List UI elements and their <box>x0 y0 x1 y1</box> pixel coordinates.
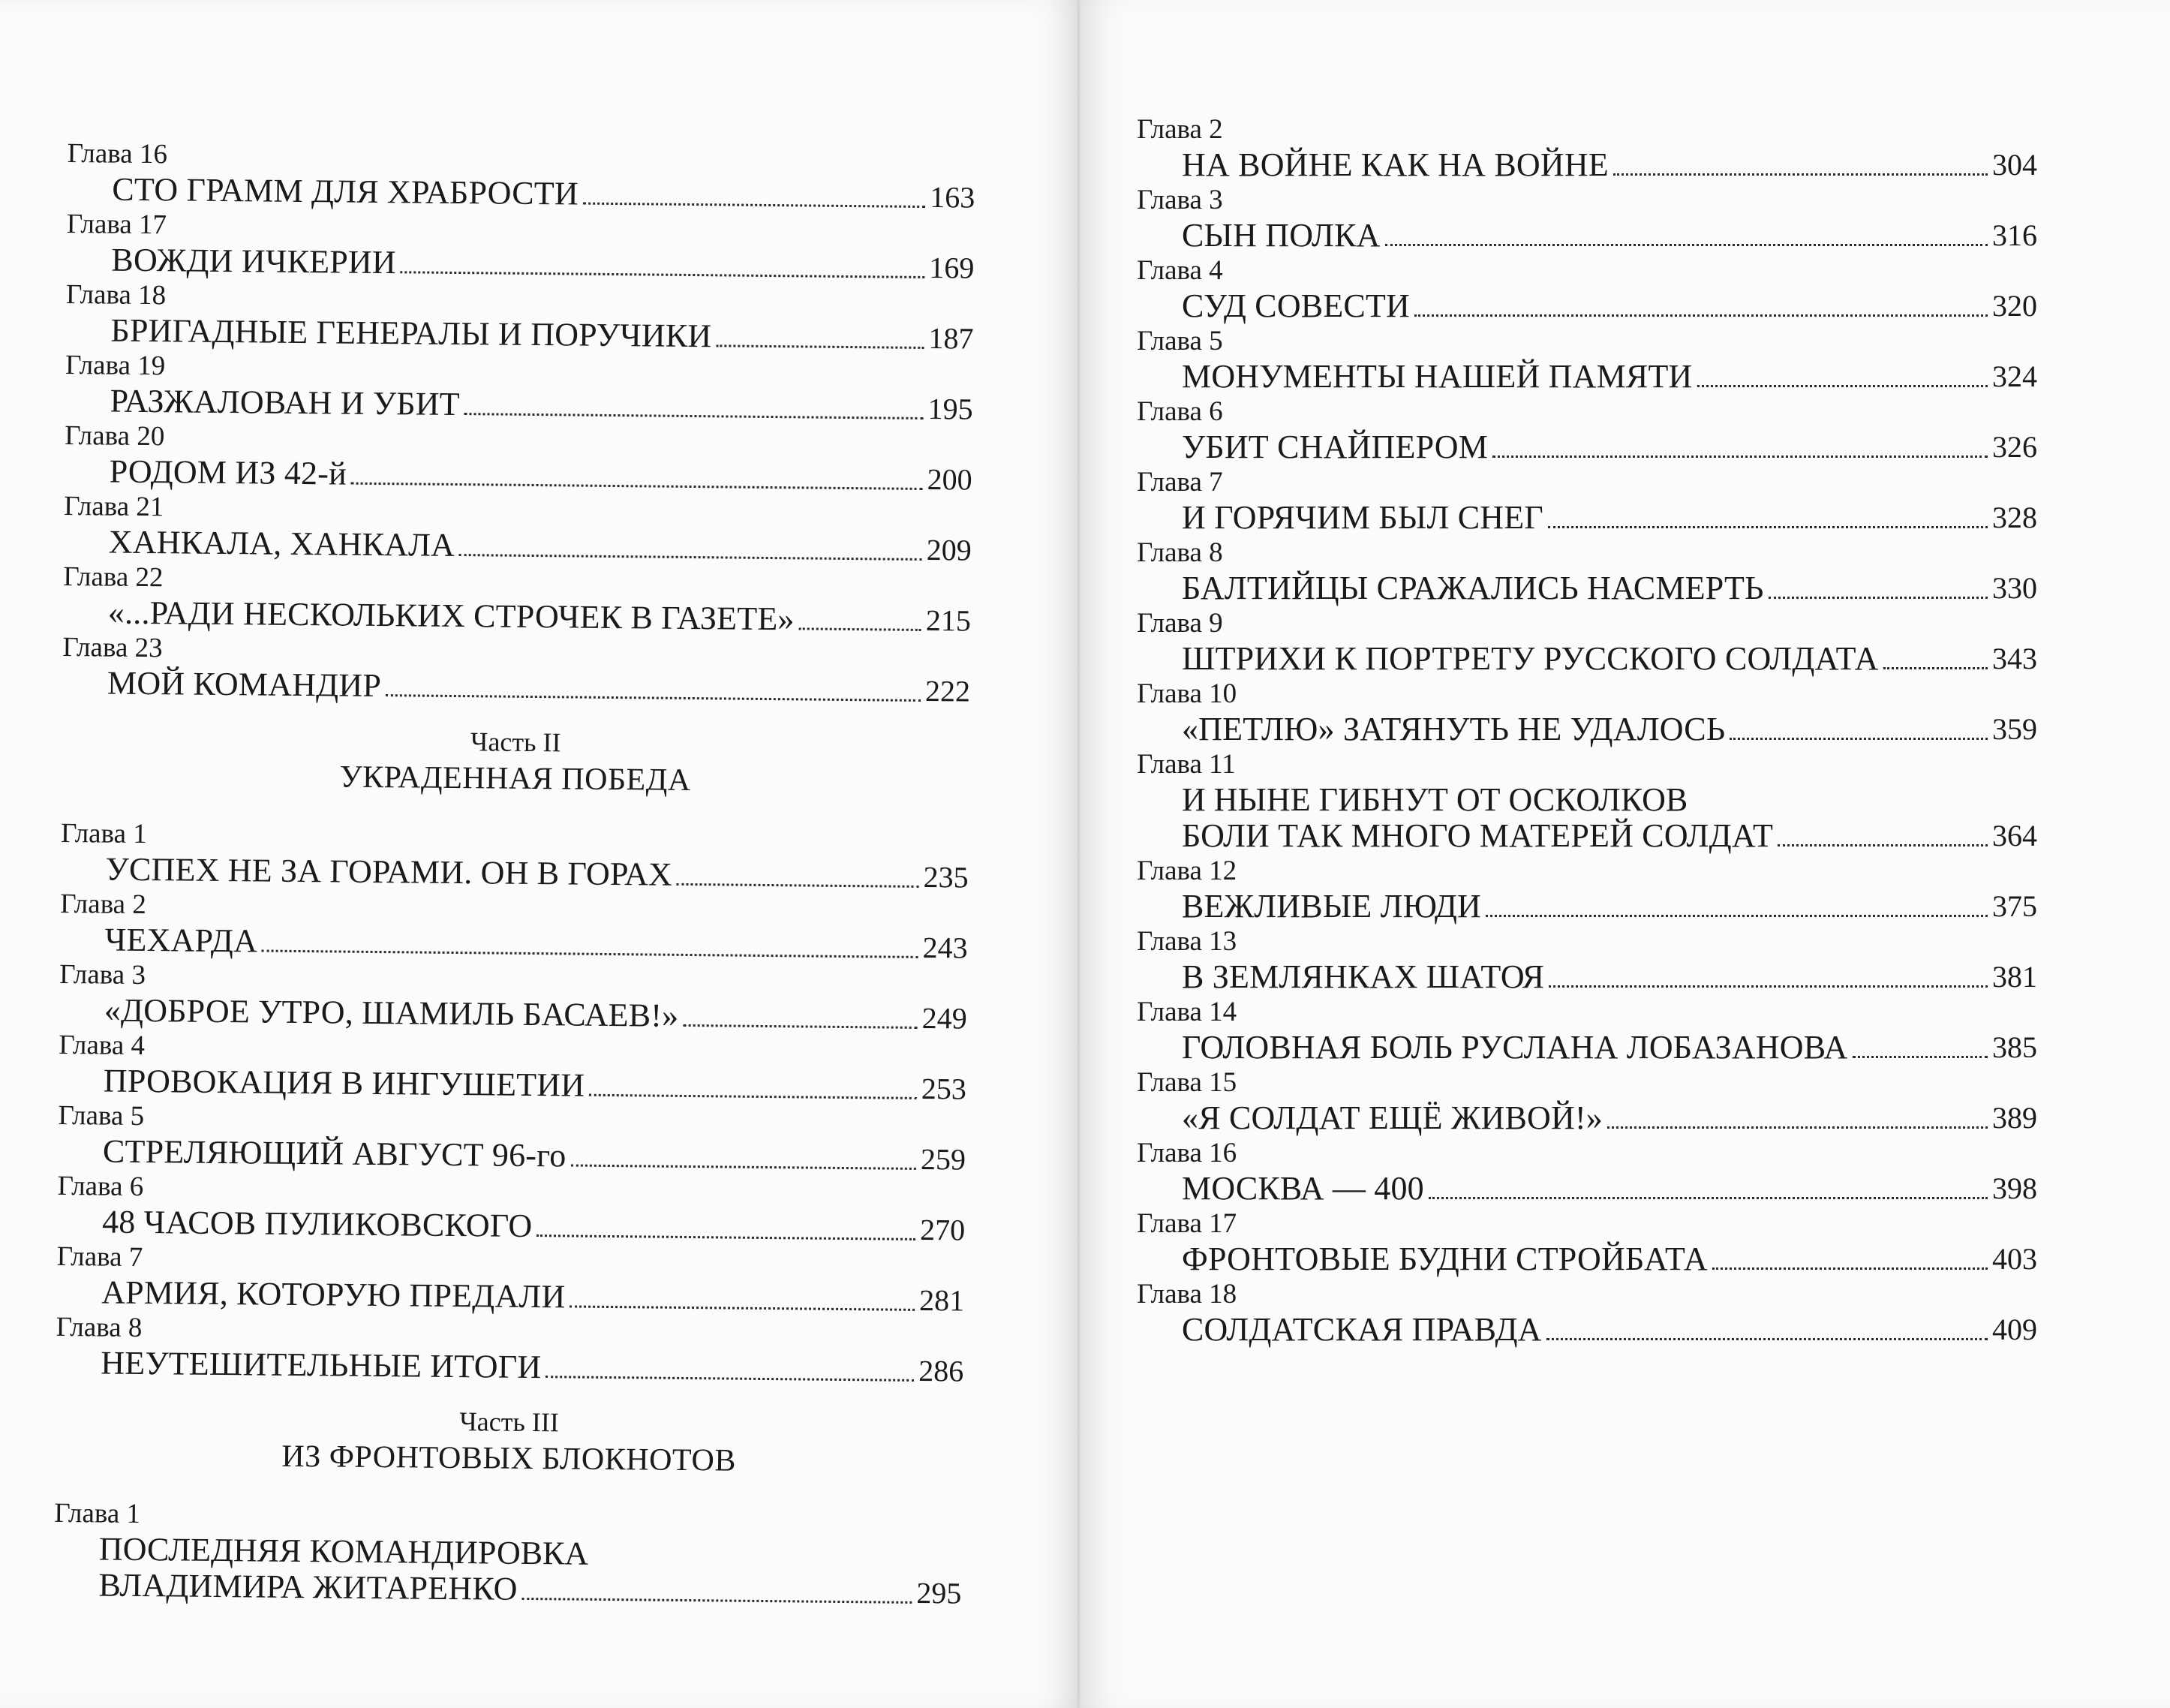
chapter-title: ВЛАДИМИРА ЖИТАРЕНКО <box>98 1566 518 1607</box>
dot-leader <box>1486 915 1988 917</box>
chapter-label: Глава 2 <box>1137 114 1223 145</box>
dot-leader <box>1546 1338 1988 1340</box>
toc-row <box>98 1567 961 1611</box>
toc-entry[interactable] <box>65 348 973 428</box>
left-page <box>0 0 1080 1708</box>
chapter-label: Глава 4 <box>59 1029 146 1062</box>
chapter-label: Глава 19 <box>65 349 166 382</box>
toc-entry[interactable] <box>56 1310 964 1390</box>
toc-entry[interactable] <box>1137 183 2037 254</box>
toc-row <box>1182 147 2037 183</box>
page-number: 385 <box>1992 1030 2037 1064</box>
chapter-label: Глава 18 <box>65 278 167 311</box>
page-number: 359 <box>1992 712 2037 746</box>
chapter-title: ПРОВОКАЦИЯ В ИНГУШЕТИИ <box>103 1062 585 1104</box>
chapter-label: Глава 8 <box>56 1311 143 1344</box>
dot-leader <box>1778 844 1988 846</box>
chapter-label: Глава 7 <box>1137 467 1223 498</box>
dot-leader <box>1712 1267 1988 1270</box>
dot-leader <box>262 950 918 958</box>
chapter-label: Глава 16 <box>67 137 168 170</box>
toc-entry[interactable] <box>1137 1207 2037 1277</box>
toc-entry[interactable] <box>58 1099 966 1178</box>
dot-leader <box>1769 597 1988 599</box>
chapter-title: НЕУТЕШИТЕЛЬНЫЕ ИТОГИ <box>101 1344 542 1386</box>
chapter-title: «ПЕТЛЮ» ЗАТЯНУТЬ НЕ УДАЛОСЬ <box>1182 711 1726 747</box>
toc-entry[interactable] <box>67 137 975 216</box>
toc-row <box>1182 711 2037 747</box>
dot-leader <box>1697 385 1988 387</box>
toc-entry[interactable] <box>1137 324 2037 395</box>
page-number: 398 <box>1992 1171 2037 1205</box>
page-number: 343 <box>1992 642 2037 675</box>
dot-leader <box>570 1305 915 1310</box>
part-heading <box>55 1400 963 1483</box>
page-number: 286 <box>918 1353 964 1388</box>
dot-leader <box>459 554 922 561</box>
part-title: ИЗ ФРОНТОВЫХ БЛОКНОТОВ <box>281 1439 737 1478</box>
page-number: 320 <box>1992 289 2037 323</box>
chapter-label: Глава 6 <box>57 1170 144 1203</box>
page-number: 364 <box>1992 819 2037 852</box>
dot-leader <box>1414 314 1988 317</box>
dot-leader <box>570 1164 916 1169</box>
toc-entry[interactable] <box>1137 747 2037 854</box>
page-number: 215 <box>925 603 972 638</box>
part-label: Часть III <box>459 1406 560 1438</box>
dot-leader <box>1883 667 1988 669</box>
dot-leader <box>583 203 925 208</box>
chapter-label: Глава 23 <box>62 631 163 664</box>
page-number: 389 <box>1992 1101 2037 1135</box>
chapter-title: ПОСЛЕДНЯЯ КОМАНДИРОВКА <box>98 1530 589 1572</box>
page-number: 195 <box>927 392 973 426</box>
toc-entry[interactable] <box>64 419 972 498</box>
dot-leader <box>716 344 924 349</box>
toc-entry[interactable] <box>1137 1066 2037 1136</box>
chapter-label: Глава 21 <box>64 490 164 523</box>
dot-leader <box>1607 1126 1988 1129</box>
toc-row <box>1182 288 2037 324</box>
toc-entry[interactable] <box>1137 113 2037 183</box>
chapter-label: Глава 1 <box>54 1497 141 1530</box>
chapter-label: Глава 5 <box>58 1099 145 1132</box>
page-number: 270 <box>919 1212 966 1247</box>
toc-row <box>1182 429 2037 465</box>
chapter-title: РОДОМ ИЗ 42-й <box>109 453 347 492</box>
chapter-label: Глава 22 <box>63 561 164 594</box>
page-number: 326 <box>1992 430 2037 464</box>
dot-leader <box>522 1598 912 1604</box>
page-number: 187 <box>928 321 974 356</box>
chapter-label: Глава 13 <box>1137 926 1237 957</box>
page-number: 328 <box>1992 501 2037 534</box>
part-heading <box>62 720 970 803</box>
dot-leader <box>1730 738 1988 740</box>
chapter-title: МОНУМЕНТЫ НАШЕЙ ПАМЯТИ <box>1182 358 1693 395</box>
chapter-label: Глава 15 <box>1137 1067 1237 1098</box>
page-number: 259 <box>920 1141 966 1177</box>
chapter-label: Глава 20 <box>64 419 165 453</box>
toc-row <box>107 666 970 710</box>
toc-row <box>1182 500 2037 536</box>
chapter-label: Глава 16 <box>1137 1138 1237 1168</box>
chapter-title: НА ВОЙНЕ КАК НА ВОЙНЕ <box>1182 146 1609 183</box>
chapter-label: Глава 10 <box>1137 678 1237 709</box>
toc-entry[interactable] <box>1137 395 2037 465</box>
chapter-label: Глава 17 <box>66 208 167 241</box>
chapter-title: МОСКВА — 400 <box>1182 1170 1424 1207</box>
chapter-label: Глава 14 <box>1137 997 1237 1027</box>
dot-leader <box>464 413 924 419</box>
toc-entry[interactable] <box>1137 606 2037 677</box>
chapter-title: В ЗЕМЛЯНКАХ ШАТОЯ <box>1182 958 1545 995</box>
toc-entry[interactable] <box>59 1028 967 1108</box>
dot-leader <box>1492 456 1988 458</box>
chapter-title: ХАНКАЛА, ХАНКАЛА <box>108 523 455 564</box>
toc-entry[interactable] <box>56 1240 965 1319</box>
chapter-title: РАЗЖАЛОВАН И УБИТ <box>110 382 461 423</box>
chapter-label: Глава 12 <box>1137 856 1237 886</box>
dot-leader <box>589 1094 917 1099</box>
dot-leader <box>1385 244 1988 246</box>
toc-row <box>1182 218 2037 254</box>
toc-row <box>1182 1312 2037 1348</box>
page-number: 235 <box>923 859 969 895</box>
toc-row <box>1182 818 2037 854</box>
chapter-title: БОЛИ ТАК МНОГО МАТЕРЕЙ СОЛДАТ <box>1182 817 1774 854</box>
dot-leader <box>546 1376 914 1382</box>
part-title: УКРАДЕННАЯ ПОБЕДА <box>339 759 691 798</box>
toc-entry[interactable] <box>1137 995 2037 1066</box>
toc-row <box>1182 570 2037 606</box>
toc-entry[interactable] <box>59 958 968 1037</box>
chapter-label: Глава 8 <box>1137 537 1223 568</box>
chapter-title: УБИТ СНАЙПЕРОМ <box>1182 429 1489 465</box>
right-table-of-contents <box>1137 113 2037 1348</box>
toc-entry[interactable] <box>1137 254 2037 324</box>
dot-leader <box>677 883 919 888</box>
chapter-title: «Я СОЛДАТ ЕЩЁ ЖИВОЙ!» <box>1182 1099 1603 1136</box>
page-number: 330 <box>1992 571 2037 605</box>
dot-leader <box>401 271 925 278</box>
chapter-title: ГОЛОВНАЯ БОЛЬ РУСЛАНА ЛОБАЗАНОВА <box>1182 1029 1848 1066</box>
toc-row <box>1182 889 2037 925</box>
page-number: 403 <box>1992 1242 2037 1276</box>
page-number: 381 <box>1992 960 2037 994</box>
toc-entry[interactable] <box>57 1169 966 1249</box>
chapter-label: Глава 18 <box>1137 1279 1237 1310</box>
chapter-title: УСПЕХ НЕ ЗА ГОРАМИ. ОН В ГОРАХ <box>105 850 673 893</box>
part-label: Часть II <box>470 726 561 758</box>
chapter-title: 48 ЧАСОВ ПУЛИКОВСКОГО <box>101 1203 533 1245</box>
chapter-title: ФРОНТОВЫЕ БУДНИ СТРОЙБАТА <box>1182 1240 1708 1277</box>
chapter-title: ВОЖДИ ИЧКЕРИИ <box>111 241 397 281</box>
chapter-title: И НЫНЕ ГИБНУТ ОТ ОСКОЛКОВ <box>1182 781 1688 818</box>
dot-leader <box>1853 1056 1988 1058</box>
chapter-list <box>62 137 975 710</box>
toc-row <box>1182 641 2037 677</box>
chapter-list <box>1137 113 2037 747</box>
chapter-title: И ГОРЯЧИМ БЫЛ СНЕГ <box>1182 499 1543 536</box>
toc-entry[interactable] <box>1137 465 2037 536</box>
toc-entry[interactable] <box>1137 1277 2037 1348</box>
dot-leader <box>1613 173 1988 176</box>
chapter-label: Глава 7 <box>56 1240 143 1273</box>
chapter-title: «ДОБРОЕ УТРО, ШАМИЛЬ БАСАЕВ!» <box>104 991 679 1034</box>
dot-leader <box>351 483 923 490</box>
chapter-label: Глава 11 <box>1137 749 1236 780</box>
toc-entry[interactable] <box>1137 1136 2037 1207</box>
page-number: 222 <box>924 674 971 708</box>
chapter-title: СЫН ПОЛКА <box>1182 217 1381 254</box>
chapter-label: Глава 5 <box>1137 326 1223 356</box>
dot-leader <box>798 627 921 631</box>
chapter-list <box>56 816 969 1390</box>
page-number: 304 <box>1992 148 2037 182</box>
page-number: 281 <box>918 1283 965 1318</box>
toc-entry[interactable] <box>65 278 974 357</box>
toc-row <box>1182 959 2037 995</box>
toc-entry[interactable] <box>62 630 971 710</box>
page-number: 295 <box>916 1575 962 1610</box>
chapter-list <box>1137 854 2037 1348</box>
chapter-title: ШТРИХИ К ПОРТРЕТУ РУССКОГО СОЛДАТА <box>1182 640 1879 677</box>
page-number: 324 <box>1992 359 2037 393</box>
chapter-title: СУД СОВЕСТИ <box>1182 287 1411 324</box>
chapter-label: Глава 17 <box>1137 1208 1237 1239</box>
chapter-label: Глава 3 <box>59 958 146 991</box>
toc-entry[interactable] <box>1137 925 2037 995</box>
chapter-label: Глава 6 <box>1137 396 1223 427</box>
dot-leader <box>1549 985 1988 988</box>
toc-entry[interactable] <box>64 489 972 569</box>
toc-row <box>1182 1241 2037 1277</box>
chapter-title: ВЕЖЛИВЫЕ ЛЮДИ <box>1182 888 1482 925</box>
page-number: 209 <box>926 533 972 567</box>
chapter-label: Глава 9 <box>1137 608 1223 639</box>
toc-entry[interactable] <box>1137 536 2037 606</box>
page-number: 163 <box>930 180 975 215</box>
chapter-title: ЧЕХАРДА <box>104 921 258 960</box>
chapter-title: МОЙ КОМАНДИР <box>107 664 382 705</box>
toc-row <box>1182 1100 2037 1136</box>
chapter-label: Глава 2 <box>59 888 147 921</box>
chapter-title: СТРЕЛЯЮЩИЙ АВГУСТ 96-го <box>102 1132 567 1174</box>
dot-leader <box>1429 1197 1988 1199</box>
toc-entry[interactable] <box>66 207 975 287</box>
dot-leader <box>536 1234 915 1240</box>
page-number: 316 <box>1992 218 2037 252</box>
page-number: 243 <box>922 930 968 965</box>
toc-entry[interactable] <box>63 560 972 639</box>
page-number: 169 <box>929 251 975 285</box>
dot-leader <box>386 694 921 702</box>
page-number: 249 <box>921 1000 967 1036</box>
toc-row <box>1182 359 2037 395</box>
toc-row <box>1182 1171 2037 1207</box>
chapter-title: БАЛТИЙЦЫ СРАЖАЛИСЬ НАСМЕРТЬ <box>1182 570 1764 606</box>
toc-entry[interactable] <box>1137 854 2037 925</box>
left-table-of-contents <box>53 137 975 1612</box>
chapter-title: СОЛДАТСКАЯ ПРАВДА <box>1182 1311 1542 1348</box>
chapter-title: СТО ГРАММ ДЛЯ ХРАБРОСТИ <box>112 170 579 212</box>
chapter-label: Глава 4 <box>1137 255 1223 286</box>
chapter-label: Глава 3 <box>1137 185 1223 215</box>
page-number: 253 <box>921 1071 967 1106</box>
toc-row <box>1182 1030 2037 1066</box>
chapter-title: АРМИЯ, КОТОРУЮ ПРЕДАЛИ <box>101 1273 566 1316</box>
chapter-title: БРИГАДНЫЕ ГЕНЕРАЛЫ И ПОРУЧИКИ <box>110 311 712 355</box>
toc-entry[interactable] <box>59 887 968 967</box>
dot-leader <box>1548 526 1988 528</box>
page-number: 200 <box>927 462 972 497</box>
chapter-label: Глава 1 <box>60 817 147 850</box>
chapter-title: «...РАДИ НЕСКОЛЬКИХ СТРОЧЕК В ГАЗЕТЕ» <box>107 594 795 638</box>
page-number: 409 <box>1992 1313 2037 1346</box>
page-number: 375 <box>1992 889 2037 923</box>
toc-row <box>101 1346 963 1390</box>
toc-entry[interactable] <box>60 816 969 896</box>
toc-entry[interactable] <box>53 1496 962 1612</box>
toc-entry[interactable] <box>1137 677 2037 747</box>
dot-leader <box>683 1024 917 1029</box>
